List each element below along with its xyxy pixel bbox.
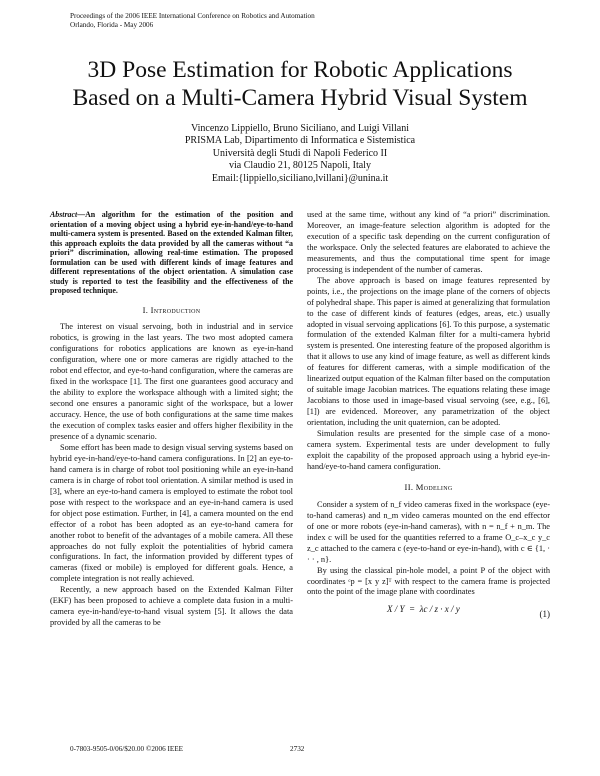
section-heading-introduction [50, 305, 293, 316]
section-title: Introduction [150, 304, 201, 315]
abstract [50, 210, 293, 296]
affiliation-lab: PRISMA Lab, Dipartimento di Informatica e Sistemistica [184, 135, 416, 147]
affiliation-address: via Claudio 21, 80125 Napoli, Italy [229, 160, 371, 172]
author-block [100, 123, 500, 185]
modeling-paragraph-1: Consider a system of n_f video cameras fixed in the workspace (eye-to-hand cameras) and n_m video cameras mounted on the end effector of one or more robots (eye-in-hand cameras), with n = n_f + n_m. The index c will be used for the quantities referred to a frame O_c–x_c y_c z_c attached to the camera c (eye-to-hand or eye-in-hand), with c ∈ {1, · · · , n}. [307, 499, 550, 564]
author-names: Vincenzo Lippiello, Bruno Siciliano, and Luigi Villani [190, 123, 410, 134]
intro-paragraph-2: Some effort has been made to design visual serving systems based on hybrid eye-in-hand/eye-to-hand camera configurations. In [2] an eye-to-hand camera is in charge of robot tool positioning while an eye-in-hand camera is in charge of robot tool orientation. A similar method is used in [3], where an eye-to-hand camera is employed to estimate the robot tool pose with respect to the workspace and an eye-in-hand camera is used for object pose estimation. Further, in [4], a camera mounted on the end effector of a robot has been adopted as an eye-to-hand camera for another robot to benefit of the advantages of a mobile camera. All these approaches do not fully exploit the potentialities of hybrid camera configurations. In fact, the information provided by different types of cameras (fixed or mobile) is employed for different goals. Hence, a complete integration is not really achieved. [50, 442, 293, 584]
intro-paragraph-5: Simulation results are presented for the simple case of a mono-camera system. Experimental tests are under development to fully exploit the capability of the proposed approach using a hybrid eye-in-hand/eye-to-hand camera configuration. [307, 429, 550, 471]
equation-rhs: λc / z · x / y [419, 604, 460, 615]
proceedings-header: Proceedings of the 2006 IEEE International Conference on Robotics and Automation Orlando, Florida - May 2006 [70, 12, 315, 29]
intro-paragraph-4: The above approach is based on image features represented by points, i.e., the projections on the image plane of the corners of objects of polyhedral shape. This paper is aimed at generalizing that formulation to the case of different kinds of features (edges, areas, etc.) usually adopted in visual servoing applications [6]. To this purpose, a systematic formulation of the extended Kalman filter for a multi-camera hybrid system is presented. One interesting feature of the proposed algorithm is that it allows to use any kind of image feature, as well as different kinds of features for different cameras, with a simple modification of the linearized output equation of the Kalman filter based on the computation of suitable image Jacobian matrices. The equations relating these image Jacobians to those used in image-based visual servoing (see, e.g., [6], [1]) are evidenced. Moreover, any parametrization of the object orientation, including the unit quaternion, can be adopted. [307, 275, 550, 428]
equation-lhs: X / Y [387, 604, 405, 615]
author-email: Email:{lippiello,siciliano,lvillani}@unina.it [211, 172, 389, 184]
section-heading-modeling [307, 482, 550, 493]
equation-1 [307, 600, 550, 630]
equation-body: X / Y = λc / z · x / y [387, 604, 460, 615]
footer-isbn: 0-7803-9505-0/06/$20.00 ©2006 IEEE [70, 745, 184, 753]
section-title: Modeling [415, 481, 453, 492]
right-column [307, 210, 550, 630]
modeling-paragraph-2: By using the classical pin-hole model, a point P of the object with coordinates ᶜp = [x y z]ᵀ with respect to the camera frame is projected onto the point of the image plane with coordinates [307, 565, 550, 597]
abstract-text: —An algorithm for the estimation of the position and orientation of a moving object using a hybrid eye-in-hand/eye-to-hand multi-camera system is presented. Based on the extended Kalman filter, this approach exploits the data provided by all the cameras without “a priori” discrimination, allowing real-time estimation. The proposed formulation can be used with different kinds of image features and different representations of the object orientation. A simulation case study is reported to test the feasibility and the effectiveness of the proposed technique. [50, 210, 293, 295]
section-number: I. [142, 304, 149, 315]
page-number: 2732 [290, 745, 305, 753]
left-column [50, 210, 293, 629]
paper-title: 3D Pose Estimation for Robotic Applications Based on a Multi-Camera Hybrid Visual System [72, 57, 528, 111]
affiliation-university: Università degli Studi di Napoli Federico II [212, 147, 388, 159]
abstract-lead: Abstract [50, 210, 78, 219]
equation-number: (1) [539, 609, 550, 620]
intro-paragraph-continued: used at the same time, without any kind of “a priori” discrimination. Moreover, an image-feature selection algorithm is adopted for the execution of a specific task depending on the current configuration of the workspace. Only the selected features are elaborated to achieve the measurements, and thus the computational time spent for image processing is independent of the number of cameras. [307, 210, 550, 274]
section-number: II. [404, 481, 414, 492]
intro-paragraph-1: The interest on visual servoing, both in industrial and in service robotics, is growing in the last years. The two most adopted camera configurations for robotics applications are known as eye-in-hand configuration, where one or more cameras are rigidly attached to the robot end effector, and eye-to-hand configuration, where the cameras are fixed in the workspace [1]. The first one guarantees good accuracy and the ability to explore the workspace although with a limited sight; the second one ensures a panoramic sight of the workspace, but a lower accuracy. Hence, the use of both configurations at the same time makes the execution of complex tasks easier and offers higher flexibility in the presence of a dynamic scenario. [50, 322, 293, 441]
intro-paragraph-3: Recently, a new approach based on the Extended Kalman Filter (EKF) has been proposed to achieve a complete data fusion in a multi-camera eye-in-hand/eye-to-hand visual system [5]. It allows the data provided by all the cameras to be [50, 585, 293, 628]
